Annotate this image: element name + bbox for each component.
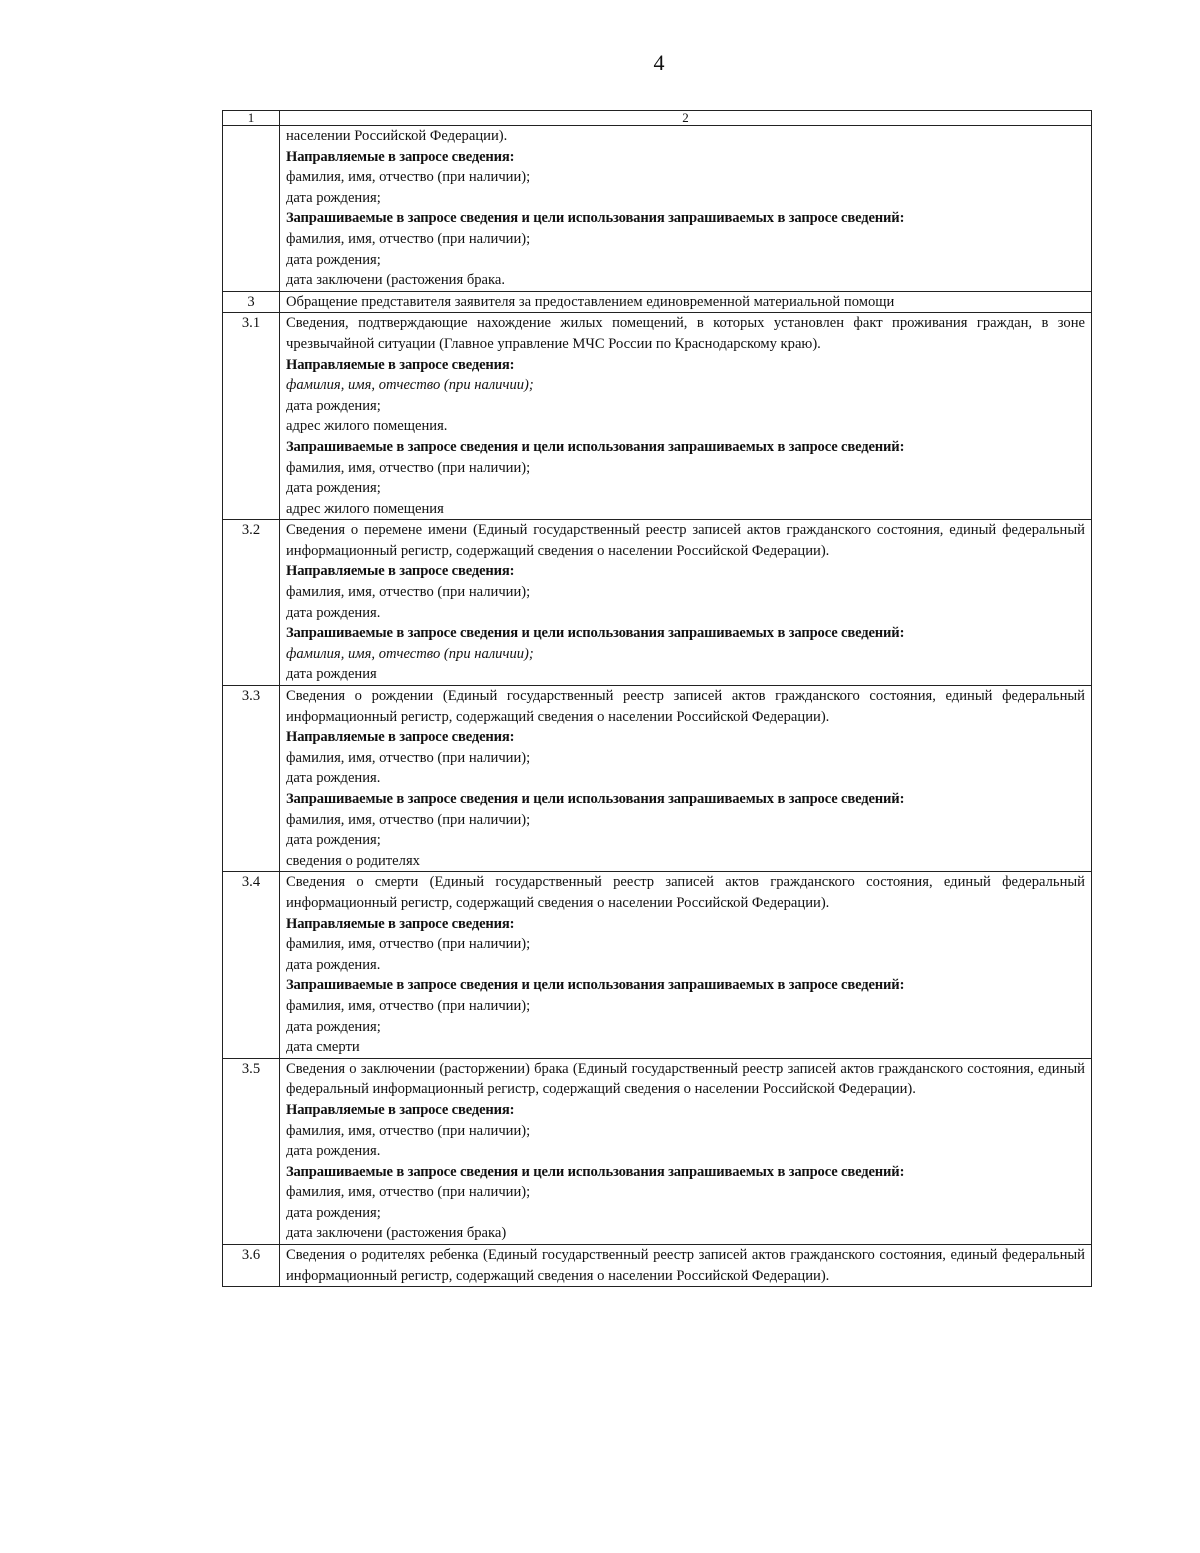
row-content xyxy=(280,1245,1092,1287)
row-lead-text: Сведения, подтверждающие нахождение жилых помещений, в которых установлен факт проживания граждан, в зоне чрезвычайной ситуации (Главное управление МЧС России по Краснодарскому краю). xyxy=(286,315,1085,352)
row-content xyxy=(280,126,1092,292)
row-lead-text: населении Российской Федерации). xyxy=(286,128,508,144)
requested-item: фамилия, имя, отчество (при наличии); xyxy=(286,459,531,476)
requested-label: Запрашиваемые в запросе сведения и цели использования запрашиваемых в запросе сведений: xyxy=(286,977,905,994)
row-lead-text: Сведения о смерти (Единый государственный реестр записей актов гражданского состояния, единый федеральный информационный регистр, содержащий сведения о населении Российской Федерации). xyxy=(286,874,1085,911)
requested-item: дата смерти xyxy=(286,1039,360,1056)
sent-item: адрес жилого помещения. xyxy=(286,418,448,435)
table-row xyxy=(223,313,1092,520)
sent-item: дата рождения. xyxy=(286,604,381,621)
row-number: 3.6 xyxy=(223,1245,280,1287)
row-content xyxy=(280,872,1092,1058)
requested-item: фамилия, имя, отчество (при наличии); xyxy=(286,230,531,247)
requested-item: дата рождения; xyxy=(286,251,381,268)
sent-item: фамилия, имя, отчество (при наличии); xyxy=(286,584,531,601)
row-number: 3.5 xyxy=(223,1058,280,1244)
requested-label: Запрашиваемые в запросе сведения и цели использования запрашиваемых в запросе сведений: xyxy=(286,1163,905,1180)
sent-item: дата рождения. xyxy=(286,1143,381,1160)
row-content xyxy=(280,686,1092,872)
row-number xyxy=(223,126,280,292)
sent-label: Направляемые в запросе сведения: xyxy=(286,148,515,165)
table-row xyxy=(223,520,1092,686)
requested-item: дата рождения xyxy=(286,666,377,683)
document-table xyxy=(222,110,1092,1287)
sent-label: Направляемые в запросе сведения: xyxy=(286,356,515,373)
sent-item: фамилия, имя, отчество (при наличии); xyxy=(286,169,531,186)
requested-label: Запрашиваемые в запросе сведения и цели использования запрашиваемых в запросе сведений: xyxy=(286,625,905,642)
sent-item: фамилия, имя, отчество (при наличии); xyxy=(286,377,534,394)
requested-item: дата рождения; xyxy=(286,832,381,849)
requested-label: Запрашиваемые в запросе сведения и цели использования запрашиваемых в запросе сведений: xyxy=(286,438,905,455)
requested-item: дата заключени (растожения брака. xyxy=(286,272,506,289)
requested-item: фамилия, имя, отчество (при наличии); xyxy=(286,645,534,662)
sent-label: Направляемые в запросе сведения: xyxy=(286,915,515,932)
requested-item: фамилия, имя, отчество (при наличии); xyxy=(286,1184,531,1201)
requested-item: фамилия, имя, отчество (при наличии); xyxy=(286,811,531,828)
row-number: 3 xyxy=(223,291,280,313)
table-row xyxy=(223,291,1092,313)
row-lead-text: Сведения о перемене имени (Единый государственный реестр записей актов гражданского состояния, единый федеральный информационный регистр, содержащий сведения о населении Российской Федерации). xyxy=(286,522,1085,559)
table-row xyxy=(223,1058,1092,1244)
requested-item: дата рождения; xyxy=(286,480,381,497)
table-row xyxy=(223,872,1092,1058)
header-col-1: 1 xyxy=(223,111,280,126)
row-number: 3.1 xyxy=(223,313,280,520)
requested-item: адрес жилого помещения xyxy=(286,500,444,517)
table-row xyxy=(223,686,1092,872)
row-content xyxy=(280,313,1092,520)
row-number: 3.4 xyxy=(223,872,280,1058)
row-content xyxy=(280,520,1092,686)
section-title: Обращение представителя заявителя за предоставлением единовременной материальной помощи xyxy=(286,293,895,310)
requested-item: сведения о родителях xyxy=(286,852,420,869)
requested-label: Запрашиваемые в запросе сведения и цели использования запрашиваемых в запросе сведений: xyxy=(286,210,905,227)
requested-item: дата рождения; xyxy=(286,1204,381,1221)
requested-item: дата заключени (растожения брака) xyxy=(286,1225,507,1242)
row-number: 3.2 xyxy=(223,520,280,686)
sent-item: дата рождения; xyxy=(286,189,381,206)
sent-item: дата рождения. xyxy=(286,956,381,973)
sent-label: Направляемые в запросе сведения: xyxy=(286,563,515,580)
sent-item: дата рождения. xyxy=(286,770,381,787)
sent-item: фамилия, имя, отчество (при наличии); xyxy=(286,749,531,766)
row-lead-text: Сведения о родителях ребенка (Единый государственный реестр записей актов гражданского состояния, единый федеральный информационный регистр, содержащий сведения о населении Российской Федерации). xyxy=(286,1247,1085,1284)
sent-item: фамилия, имя, отчество (при наличии); xyxy=(286,936,531,953)
row-content xyxy=(280,1058,1092,1244)
sent-item: фамилия, имя, отчество (при наличии); xyxy=(286,1122,531,1139)
requested-item: дата рождения; xyxy=(286,1018,381,1035)
page-number: 4 xyxy=(653,50,665,75)
row-lead-text: Сведения о рождении (Единый государственный реестр записей актов гражданского состояния, единый федеральный информационный регистр, содержащий сведения о населении Российской Федерации). xyxy=(286,688,1085,725)
row-lead-text: Сведения о заключении (расторжении) брака (Единый государственный реестр записей актов гражданского состояния, единый федеральный информационный регистр, содержащий сведения о населении Российской Федерации). xyxy=(286,1060,1085,1098)
header-col-2: 2 xyxy=(280,111,1092,126)
requested-item: фамилия, имя, отчество (при наличии); xyxy=(286,997,531,1014)
table-header-row xyxy=(223,111,1092,126)
row-content xyxy=(280,291,1092,313)
table-row xyxy=(223,126,1092,292)
table-row xyxy=(223,1245,1092,1287)
requested-label: Запрашиваемые в запросе сведения и цели использования запрашиваемых в запросе сведений: xyxy=(286,791,905,807)
sent-label: Направляемые в запросе сведения: xyxy=(286,729,515,746)
sent-label: Направляемые в запросе сведения: xyxy=(286,1101,515,1118)
sent-item: дата рождения; xyxy=(286,397,381,414)
row-number: 3.3 xyxy=(223,686,280,872)
